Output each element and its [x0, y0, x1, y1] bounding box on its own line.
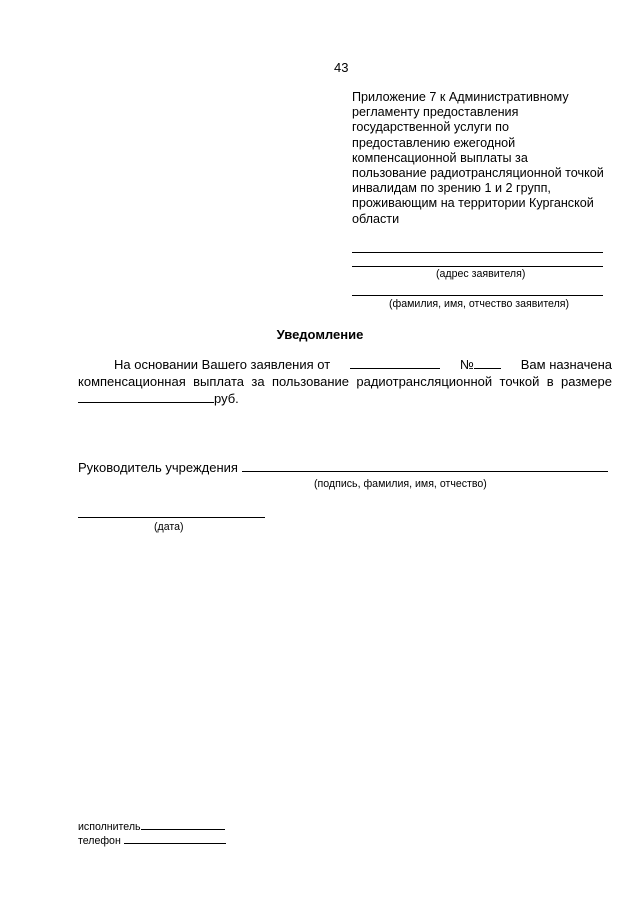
appendix-line: инвалидам по зрению 1 и 2 групп,	[352, 181, 551, 196]
appendix-line: регламенту предоставления	[352, 105, 519, 120]
executor-label: исполнитель	[78, 821, 141, 833]
address-line-1	[352, 252, 603, 253]
head-signature-blank	[242, 459, 608, 472]
application-number-blank	[474, 356, 501, 369]
body-line-1	[78, 356, 612, 373]
body-word: за	[251, 374, 265, 389]
phone-row	[78, 833, 226, 847]
appendix-line: Приложение 7 к Административному	[352, 90, 569, 104]
body-text: Вам назначена	[520, 357, 612, 372]
body-word: выплата	[193, 374, 244, 389]
appendix-line: области	[352, 211, 400, 226]
application-date-blank	[350, 356, 440, 369]
name-caption: (фамилия, имя, отчество заявителя)	[389, 298, 570, 310]
head-label: Руководитель учреждения	[78, 460, 238, 475]
body-line-2	[78, 373, 612, 390]
executor-row	[78, 819, 225, 833]
body-word: размере	[561, 374, 612, 389]
appendix-line: пользование радиотрансляционной точкой	[352, 166, 604, 181]
signature-caption: (подпись, фамилия, имя, отчество)	[314, 478, 487, 490]
appendix-line: предоставлению ежегодной	[352, 135, 516, 150]
phone-label: телефон	[78, 835, 121, 847]
body-word: точкой	[499, 374, 540, 389]
body-word: компенсационная	[78, 374, 186, 389]
body-word: в	[546, 374, 554, 389]
date-caption: (дата)	[154, 521, 184, 533]
body-word: пользование	[271, 374, 349, 389]
amount-blank	[78, 390, 214, 403]
appendix-line: компенсационной выплаты за	[352, 150, 528, 165]
address-line-2	[352, 266, 603, 267]
executor-blank	[141, 819, 225, 830]
currency-label: руб.	[214, 391, 239, 406]
address-caption: (адрес заявителя)	[436, 268, 526, 280]
appendix-line: проживающим на территории Курганской	[352, 196, 594, 211]
number-sign: №	[460, 356, 501, 373]
date-line	[78, 517, 265, 518]
name-line	[352, 295, 603, 296]
phone-blank	[124, 833, 226, 844]
body-text: На основании Вашего заявления от	[114, 357, 331, 372]
appendix-block	[352, 90, 614, 227]
body-line-3	[78, 390, 612, 407]
notification-body	[78, 356, 612, 407]
page-number: 43	[334, 60, 349, 75]
head-signature-row	[78, 459, 608, 475]
appendix-line: государственной услуги по	[352, 120, 509, 135]
document-title: Уведомление	[276, 327, 364, 342]
body-word: радиотрансляционной	[356, 374, 493, 389]
